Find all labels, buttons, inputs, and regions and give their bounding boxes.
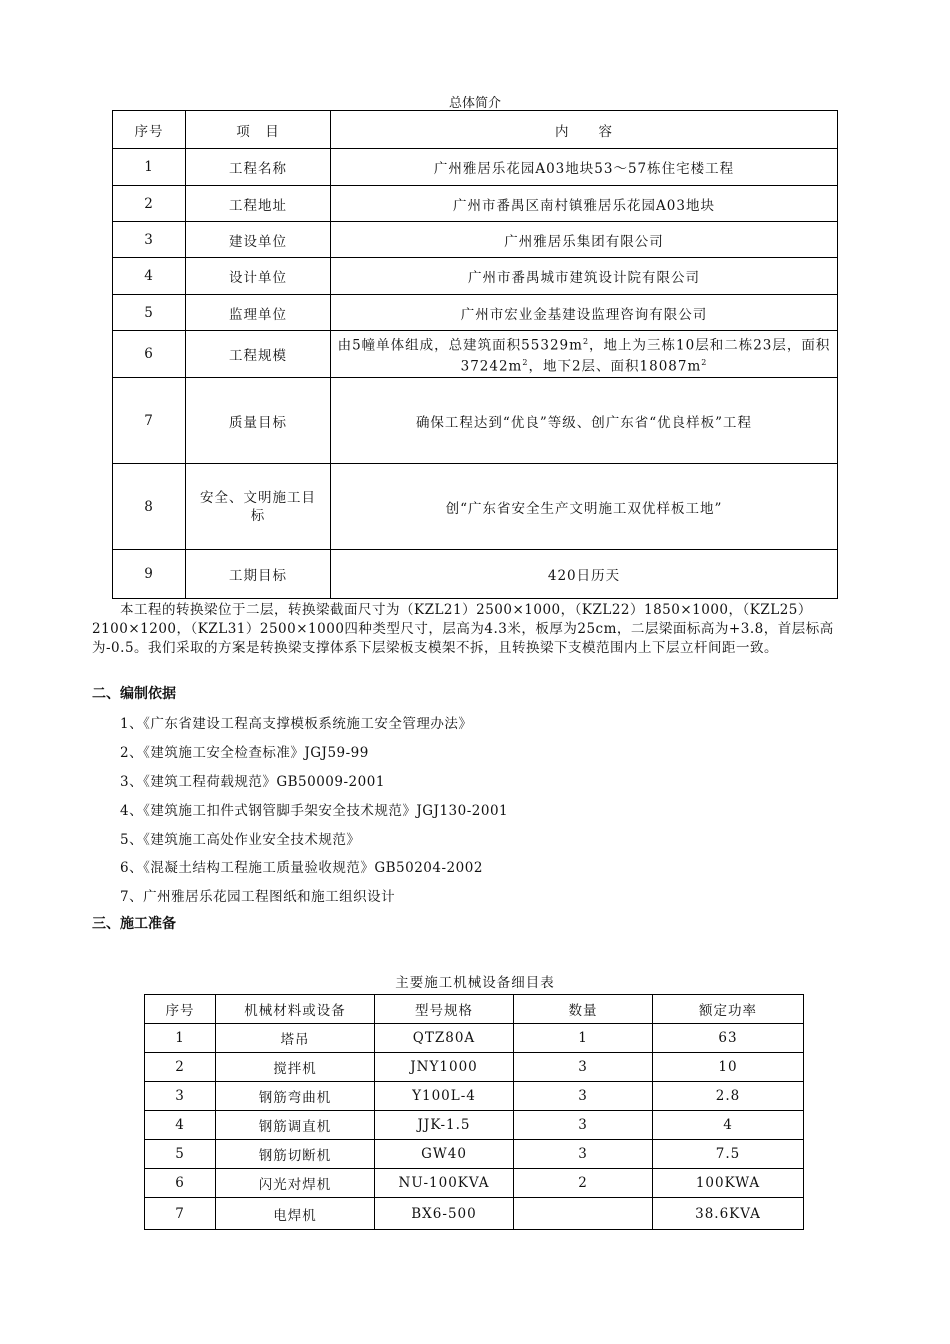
cell-quantity: 3 [514, 1111, 653, 1140]
cell-equipment: 闪光对焊机 [216, 1169, 375, 1198]
reference-item: 5、《建筑施工高处作业安全技术规范》 [120, 832, 361, 848]
table-row [113, 186, 838, 222]
equipment-table [144, 994, 804, 1230]
cell-quantity: 3 [514, 1140, 653, 1169]
reference-item: 3、《建筑工程荷载规范》GB50009-2001 [120, 774, 385, 790]
row-no: 3 [113, 222, 186, 258]
cell-power: 100KWA [653, 1169, 804, 1198]
table-header-row [145, 995, 804, 1024]
overview-title: 总体简介 [448, 96, 501, 111]
row-content: 广州雅居乐集团有限公司 [331, 222, 838, 258]
row-item: 监理单位 [186, 295, 331, 331]
cell-no: 3 [145, 1082, 216, 1111]
row-item: 设计单位 [186, 258, 331, 295]
unit-superscript: 2 [582, 336, 590, 346]
cell-model: JNY1000 [375, 1053, 514, 1082]
cell-model: JJK-1.5 [375, 1111, 514, 1140]
cell-model: GW40 [375, 1140, 514, 1169]
cell-model: Y100L-4 [375, 1082, 514, 1111]
row-item: 工期目标 [186, 550, 331, 599]
paragraph-text: 本工程的转换梁位于二层，转换梁截面尺寸为（KZL21）2500×1000，（KZL22）1850×1000，（KZL25）2100×1200，（KZL31）2500×1000四种类型尺寸，层高为4.3米，板厚为25cm，二层梁面标高为+3.8，首层标高为-0.5。我们采取的方案是转换梁支撑体系下层梁板支模架不拆，且转换梁下支模范围内上下层立杆间距一致。 [92, 602, 834, 656]
table-row [113, 258, 838, 295]
cell-quantity: 3 [514, 1082, 653, 1111]
header-content: 内 容 [331, 111, 838, 149]
header-model: 型号规格 [375, 995, 514, 1024]
row-content [331, 331, 838, 378]
row-item: 建设单位 [186, 222, 331, 258]
cell-model: NU-100KVA [375, 1169, 514, 1198]
row-no: 2 [113, 186, 186, 222]
row-no: 7 [113, 378, 186, 464]
cell-no: 5 [145, 1140, 216, 1169]
table-header-row [113, 111, 838, 149]
cell-equipment: 钢筋弯曲机 [216, 1082, 375, 1111]
cell-no: 1 [145, 1024, 216, 1053]
cell-no: 4 [145, 1111, 216, 1140]
table-row [145, 1024, 804, 1053]
scale-text-a: 由5幢单体组成，总建筑面积55329m [337, 337, 583, 353]
cell-power: 63 [653, 1024, 804, 1053]
header-item: 项 目 [186, 111, 331, 149]
cell-model: QTZ80A [375, 1024, 514, 1053]
row-no: 9 [113, 550, 186, 599]
unit-superscript: 2 [701, 358, 708, 367]
table-row [113, 331, 838, 378]
reference-item: 7、广州雅居乐花园工程图纸和施工组织设计 [120, 889, 396, 905]
row-no: 8 [113, 464, 186, 550]
cell-quantity: 1 [514, 1024, 653, 1053]
header-no: 序号 [113, 111, 186, 149]
row-no: 4 [113, 258, 186, 295]
header-power: 额定功率 [653, 995, 804, 1024]
row-item: 质量目标 [186, 378, 331, 464]
row-no: 5 [113, 295, 186, 331]
cell-equipment: 钢筋切断机 [216, 1140, 375, 1169]
cell-quantity: 2 [514, 1169, 653, 1198]
cell-equipment: 钢筋调直机 [216, 1111, 375, 1140]
table-row [145, 1082, 804, 1111]
reference-item: 2、《建筑施工安全检查标准》JGJ59-99 [120, 745, 369, 761]
row-item: 工程名称 [186, 149, 331, 186]
scale-text-c: ，地下2层、面积18087m [528, 358, 702, 375]
cell-power: 4 [653, 1111, 804, 1140]
cell-equipment: 搅拌机 [216, 1053, 375, 1082]
cell-equipment: 塔吊 [216, 1024, 375, 1053]
cell-quantity [514, 1198, 653, 1230]
table-row [113, 295, 838, 331]
row-content: 创“广东省安全生产文明施工双优样板工地” [331, 464, 838, 550]
table-row [113, 550, 838, 599]
row-content: 广州市番禺区南村镇雅居乐花园A03地块 [331, 186, 838, 222]
row-no: 6 [113, 331, 186, 378]
header-quantity: 数量 [514, 995, 653, 1024]
reference-item: 6、《混凝土结构工程施工质量验收规范》GB50204-2002 [120, 860, 483, 876]
table-row [145, 1198, 804, 1230]
row-content: 420日历天 [331, 550, 838, 599]
cell-power: 38.6KVA [653, 1198, 804, 1230]
table-row [145, 1053, 804, 1082]
row-item: 工程规模 [186, 331, 331, 378]
row-item: 安全、文明施工目标 [186, 464, 331, 550]
row-content: 广州市番禺城市建筑设计院有限公司 [331, 258, 838, 295]
cell-no: 6 [145, 1169, 216, 1198]
reference-item: 1、《广东省建设工程高支撑模板系统施工安全管理办法》 [120, 716, 473, 732]
scale-text-b: ，地上为三栋10层和二栋23层，面积37242m [460, 337, 831, 375]
table-row [145, 1169, 804, 1198]
cell-power: 7.5 [653, 1140, 804, 1169]
cell-no: 2 [145, 1053, 216, 1082]
table-row [145, 1111, 804, 1140]
section-heading-preparation: 三、施工准备 [92, 916, 176, 932]
reference-item: 4、《建筑施工扣件式钢管脚手架安全技术规范》JGJ130-2001 [120, 803, 509, 819]
header-no: 序号 [145, 995, 216, 1024]
table-row [113, 149, 838, 186]
transfer-beam-paragraph [92, 601, 862, 658]
table-row [113, 464, 838, 550]
row-content: 确保工程达到“优良”等级、创广东省“优良样板”工程 [331, 378, 838, 464]
table-row [113, 378, 838, 464]
cell-no: 7 [145, 1198, 216, 1230]
overview-table [112, 110, 838, 599]
section-heading-basis: 二、编制依据 [92, 686, 176, 702]
cell-model: BX6-500 [375, 1198, 514, 1230]
row-item: 工程地址 [186, 186, 331, 222]
table-row [145, 1140, 804, 1169]
row-no: 1 [113, 149, 186, 186]
unit-superscript: 2 [522, 358, 529, 367]
cell-power: 2.8 [653, 1082, 804, 1111]
cell-quantity: 3 [514, 1053, 653, 1082]
header-equipment: 机械材料或设备 [216, 995, 375, 1024]
row-content: 广州雅居乐花园A03地块53～57栋住宅楼工程 [331, 149, 838, 186]
cell-power: 10 [653, 1053, 804, 1082]
cell-equipment: 电焊机 [216, 1198, 375, 1230]
equipment-title: 主要施工机械设备细目表 [395, 975, 555, 991]
row-content: 广州市宏业金基建设监理咨询有限公司 [331, 295, 838, 331]
table-row [113, 222, 838, 258]
